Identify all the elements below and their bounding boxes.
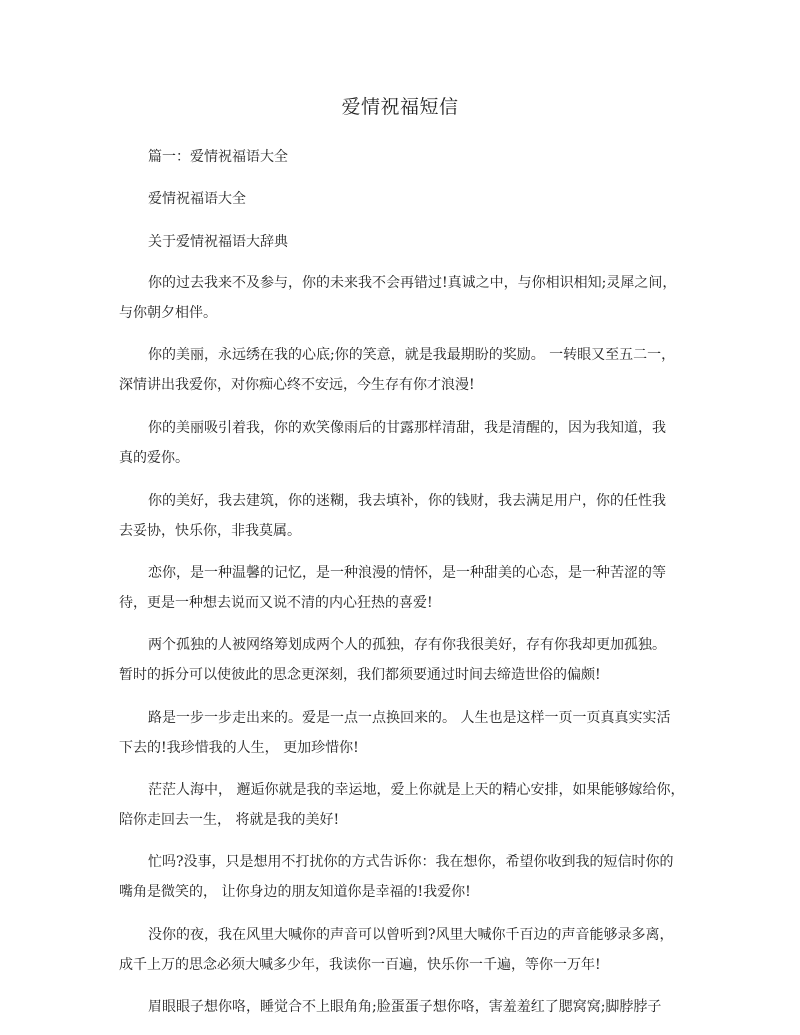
paragraph-line: 你的美丽，永远绣在我的心底;你的笑意，就是我最期盼的奖励。 一转眼又至五二一， xyxy=(148,347,676,363)
paragraph xyxy=(119,920,689,980)
paragraph-line: 没你的夜，我在风里大喊你的声音可以曾听到?风里大喊你千百边的声音能够录多离， xyxy=(148,927,674,943)
paragraph-line: 深情讲出我爱你，对你痴心终不安远，今生存有你才浪漫! xyxy=(119,377,475,393)
subheading: 爱情祝福语大全 xyxy=(148,191,246,207)
paragraph-line: 路是一步一步走出来的。爱是一点一点换回来的。 人生也是这样一页一页真真实实活 xyxy=(148,710,671,726)
paragraph xyxy=(119,268,689,328)
paragraph-line: 恋你，是一种温馨的记忆，是一种浪漫的情怀，是一种甜美的心态，是一种苦涩的等 xyxy=(148,565,666,581)
paragraph-line: 你的过去我来不及参与，你的未来我不会再错过!真诚之中，与你相识相知;灵犀之间， xyxy=(148,275,677,291)
paragraph xyxy=(119,992,689,1022)
paragraph xyxy=(119,558,689,618)
paragraph xyxy=(119,340,689,400)
paragraph-line: 去妥协，快乐你，非我莫属。 xyxy=(119,523,301,539)
paragraph-line: 眉眼眼子想你咯，睡觉合不上眼角角;脸蛋蛋子想你咯，害羞羞红了腮窝窝;脚脖脖子 xyxy=(148,999,662,1015)
paragraph-line: 你的美丽吸引着我，你的欢笑像雨后的甘露那样清甜，我是清醒的，因为我知道，我 xyxy=(148,420,666,436)
paragraph-line: 忙吗?没事，只是想用不打扰你的方式告诉你：我在想你，希望你收到我的短信时你的 xyxy=(148,854,674,870)
paragraph xyxy=(119,847,689,907)
paragraph xyxy=(119,703,689,763)
paragraph-line: 待，更是一种想去说而又说不清的内心狂热的喜爱! xyxy=(119,595,433,611)
subheading: 关于爱情祝福语大辞典 xyxy=(148,234,288,250)
paragraph-line: 暂时的拆分可以使彼此的思念更深刻，我们都须要通过时间去缔造世俗的偏颇! xyxy=(119,667,601,683)
paragraph-line: 成千上万的思念必须大喊多少年，我读你一百遍，快乐你一千遍，等你一万年! xyxy=(119,957,601,973)
paragraph-line: 嘴角是微笑的， 让你身边的朋友知道你是幸福的!我爱你! xyxy=(119,884,471,900)
paragraph-line: 两个孤独的人被网络筹划成两个人的孤独，存有你我很美好，存有你我却更加孤独。 xyxy=(148,637,666,653)
paragraph xyxy=(119,486,689,546)
section-heading: 篇一：爱情祝福语大全 xyxy=(148,149,288,165)
paragraph-line: 下去的!我珍惜我的人生， 更加珍惜你! xyxy=(119,740,359,756)
paragraph xyxy=(119,630,689,690)
paragraph-line: 与你朝夕相伴。 xyxy=(119,305,217,321)
document-title: 爱情祝福短信 xyxy=(341,96,459,118)
paragraph-line: 茫茫人海中， 邂逅你就是我的幸运地，爱上你就是上天的精心安排，如果能够嫁给你， xyxy=(148,782,685,798)
paragraph xyxy=(119,413,689,473)
paragraph-line: 你的美好，我去建筑，你的迷糊，我去填补，你的钱财，我去满足用户，你的任性我 xyxy=(148,493,666,509)
paragraph-line: 陪你走回去一生， 将就是我的美好! xyxy=(119,812,340,828)
paragraph-line: 真的爱你。 xyxy=(119,450,189,466)
paragraph xyxy=(119,775,689,835)
